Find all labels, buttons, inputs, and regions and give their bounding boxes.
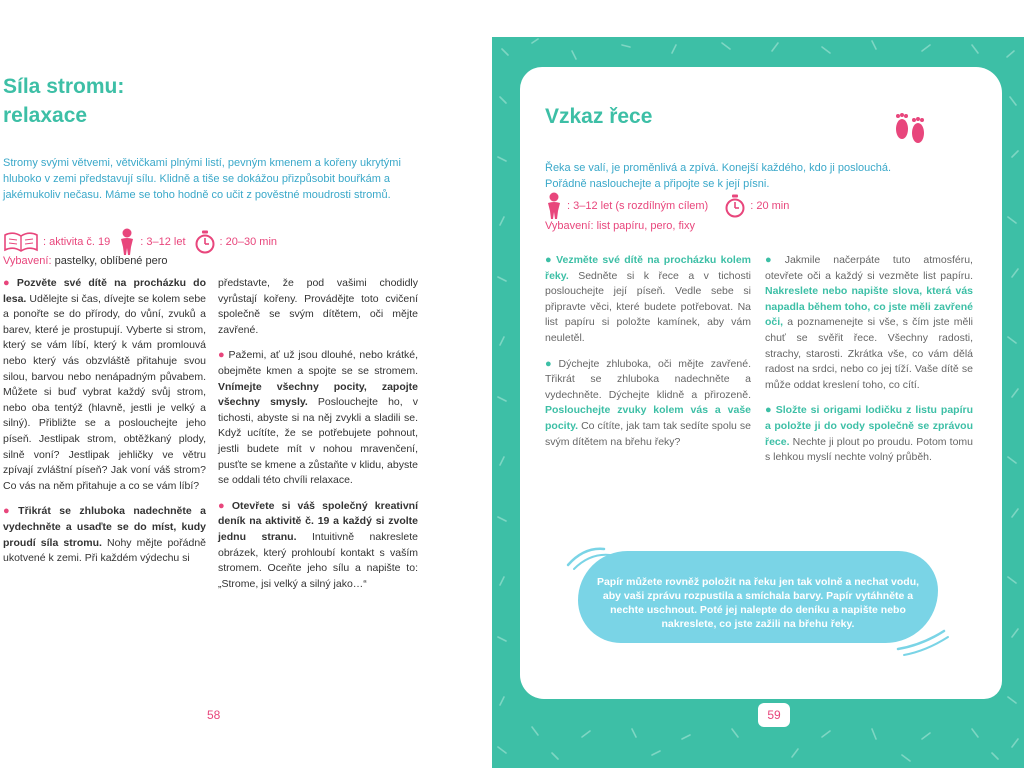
duration: : 20 min bbox=[750, 200, 790, 212]
title-line-2: relaxace bbox=[3, 104, 88, 127]
age-range: : 3–12 let (s rozdílným cílem) bbox=[567, 200, 709, 212]
child-icon bbox=[118, 228, 136, 256]
right-page bbox=[492, 37, 1024, 768]
paragraph: ● Třikrát se zhluboka nadechněte a vydechněte a usaďte se do míst, kudy proudí síla stromu. Nohy mějte pořádně ukotvené k zemi. Při každém výdechu si bbox=[3, 505, 206, 565]
paragraph: ● Pažemi, ať už jsou dlouhé, nebo krátké, obejměte kmen a spojte se se stromem. Vnímejte všechny pocity, zapojte všechny smysly. Poslouchejte ho, v tichosti, abyste si na něj zvykli a sladili se. Když ucítíte, že se potřebujete pohnout, jestli budete mít v nohou mravenčení, pusťte se kmene a zůstaňte v klidu, abyste se oddali této chvíli relaxace. bbox=[218, 349, 418, 487]
paragraph: ● Pozvěte své dítě na procházku do lesa. Udělejte si čas, dívejte se kolem sebe a ponořte se do přírody, do vůní, zvuků a barev, které je prostupují. Vyberte si strom, který se vám líbí, který k vám promlouvá nebo který vás obzvláště přitahuje svou silou, barvou nebo nenápadným půvabem. Můžete si buď vybrat každý svůj strom, nebo oba tentýž (hlavně, jestli je velký a silný). Přibližte se a poslouchejte jeho píseň. Jestlipak strom, obtěžkaný plody, silně voní? Jestlipak jehličky ve větru zpívají zvláštní píseň? Jak voní váš strom? Co vás na něm přitahuje a co se vám líbí? bbox=[3, 277, 207, 492]
page-title bbox=[3, 72, 243, 130]
swish-decoration bbox=[892, 627, 952, 657]
page-title: Vzkaz řece bbox=[545, 105, 653, 128]
activity-card bbox=[520, 67, 1002, 699]
stopwatch-icon bbox=[194, 230, 216, 254]
activity-number: : aktivita č. 19 bbox=[43, 236, 111, 248]
stopwatch-icon bbox=[724, 194, 746, 218]
equipment: Vybavení: list papíru, pero, fixy bbox=[545, 220, 695, 232]
age-range: : 3–12 let bbox=[140, 236, 186, 248]
paragraph: představte, že pod vašimi chodidly vyrůstají kořeny. Provádějte toto cvičení společně se svým dítětem, oči mějte zavřené. bbox=[218, 277, 418, 336]
paragraph: ● Otevřete si váš společný kreativní deník na aktivitě č. 19 a každý si zvolte jednu stranu. Intuitivně nakreslete obrázek, který prohloubí kontakt s vaším stromem. Oceňte jeho sílu a napište to: „Strome, jsi velký a silný jako…“ bbox=[218, 499, 418, 590]
intro-text: Stromy svými větvemi, větvičkami plnými listí, pevným kmenem a kořeny ukrytými hluboko v zemi představují sílu. Klidně a tiše se dokážou přizpůsobit bouřkám a jakémukoliv nečasu. Máme se toho hodně co učit z pověstné moudrosti stromů. bbox=[3, 157, 401, 201]
title-line-1: Síla stromu: bbox=[3, 75, 125, 98]
text-column-2 bbox=[765, 253, 973, 476]
activity-meta bbox=[3, 229, 463, 269]
intro-text: Řeka se valí, je proměnlivá a zpívá. Konejší každého, kdo ji poslouchá. Pořádně naslouchejte a připojte se k její písni. bbox=[545, 162, 892, 190]
equipment bbox=[3, 253, 463, 269]
text-column-1 bbox=[545, 253, 751, 460]
paragraph: ● Jakmile načerpáte tuto atmosféru, otevřete oči a každý si vezměte list papíru. Nakreslete nebo napište slova, která vás napadla během toho, co jste měli zavřené oči, a poznamenejte si vše, s čím jste měli chuť se svěřit řece. Všechny radosti, strachy, starosti. Zkrátka vše, co vám dělá radost na srdci, nebo co jej tíží. Vaše dítě se může oddat kreslení toho, co cítí. bbox=[765, 254, 973, 391]
paragraph: ● Vezměte své dítě na procházku kolem řeky. Sedněte si k řece a v tichosti poslouchejte její píseň. Vedle sebe si připravte věci, které budete potřebovat. Na list papíru si položte kamínek, aby vám neuletěl. bbox=[545, 254, 751, 344]
child-icon bbox=[545, 192, 563, 220]
tip-text: Papír můžete rovněž položit na řeku jen tak volně a nechat vodu, aby vaši zprávu rozpustila a smíchala barvy. Papír vytáhněte a nechte uschnout. Poté jej nalepte do deníku a napište nebo nakreslete, co jste zažili na břehu řeky. bbox=[596, 576, 920, 630]
equipment-list: pastelky, oblíbené pero bbox=[51, 255, 168, 267]
duration: : 20–30 min bbox=[219, 236, 278, 248]
book-icon bbox=[3, 231, 39, 253]
tip-bubble bbox=[578, 551, 938, 643]
page-number: 58 bbox=[207, 708, 221, 722]
paragraph: ● Složte si origami lodičku z listu papíru a položte ji do vody společně se zprávou řece. Nechte ji plout po proudu. Potom tomu s lehkou myslí nechte volný průběh. bbox=[765, 404, 973, 464]
text-column-2 bbox=[218, 276, 418, 602]
text-column-1 bbox=[3, 276, 206, 577]
paragraph: ● Dýchejte zhluboka, oči mějte zavřené. Třikrát se zhluboka nadechněte a vydechněte. Dýchejte klidně a přirozeně. Poslouchejte zvuky kolem vás a vaše pocity. Co cítíte, jak tam tak sedíte spolu se svým dítětem na břehu řeky? bbox=[545, 357, 751, 448]
footprints-icon bbox=[892, 107, 928, 147]
page-number: 59 bbox=[758, 703, 790, 727]
left-page bbox=[0, 0, 492, 768]
activity-meta bbox=[545, 192, 985, 232]
equipment-label: Vybavení: bbox=[3, 255, 52, 267]
